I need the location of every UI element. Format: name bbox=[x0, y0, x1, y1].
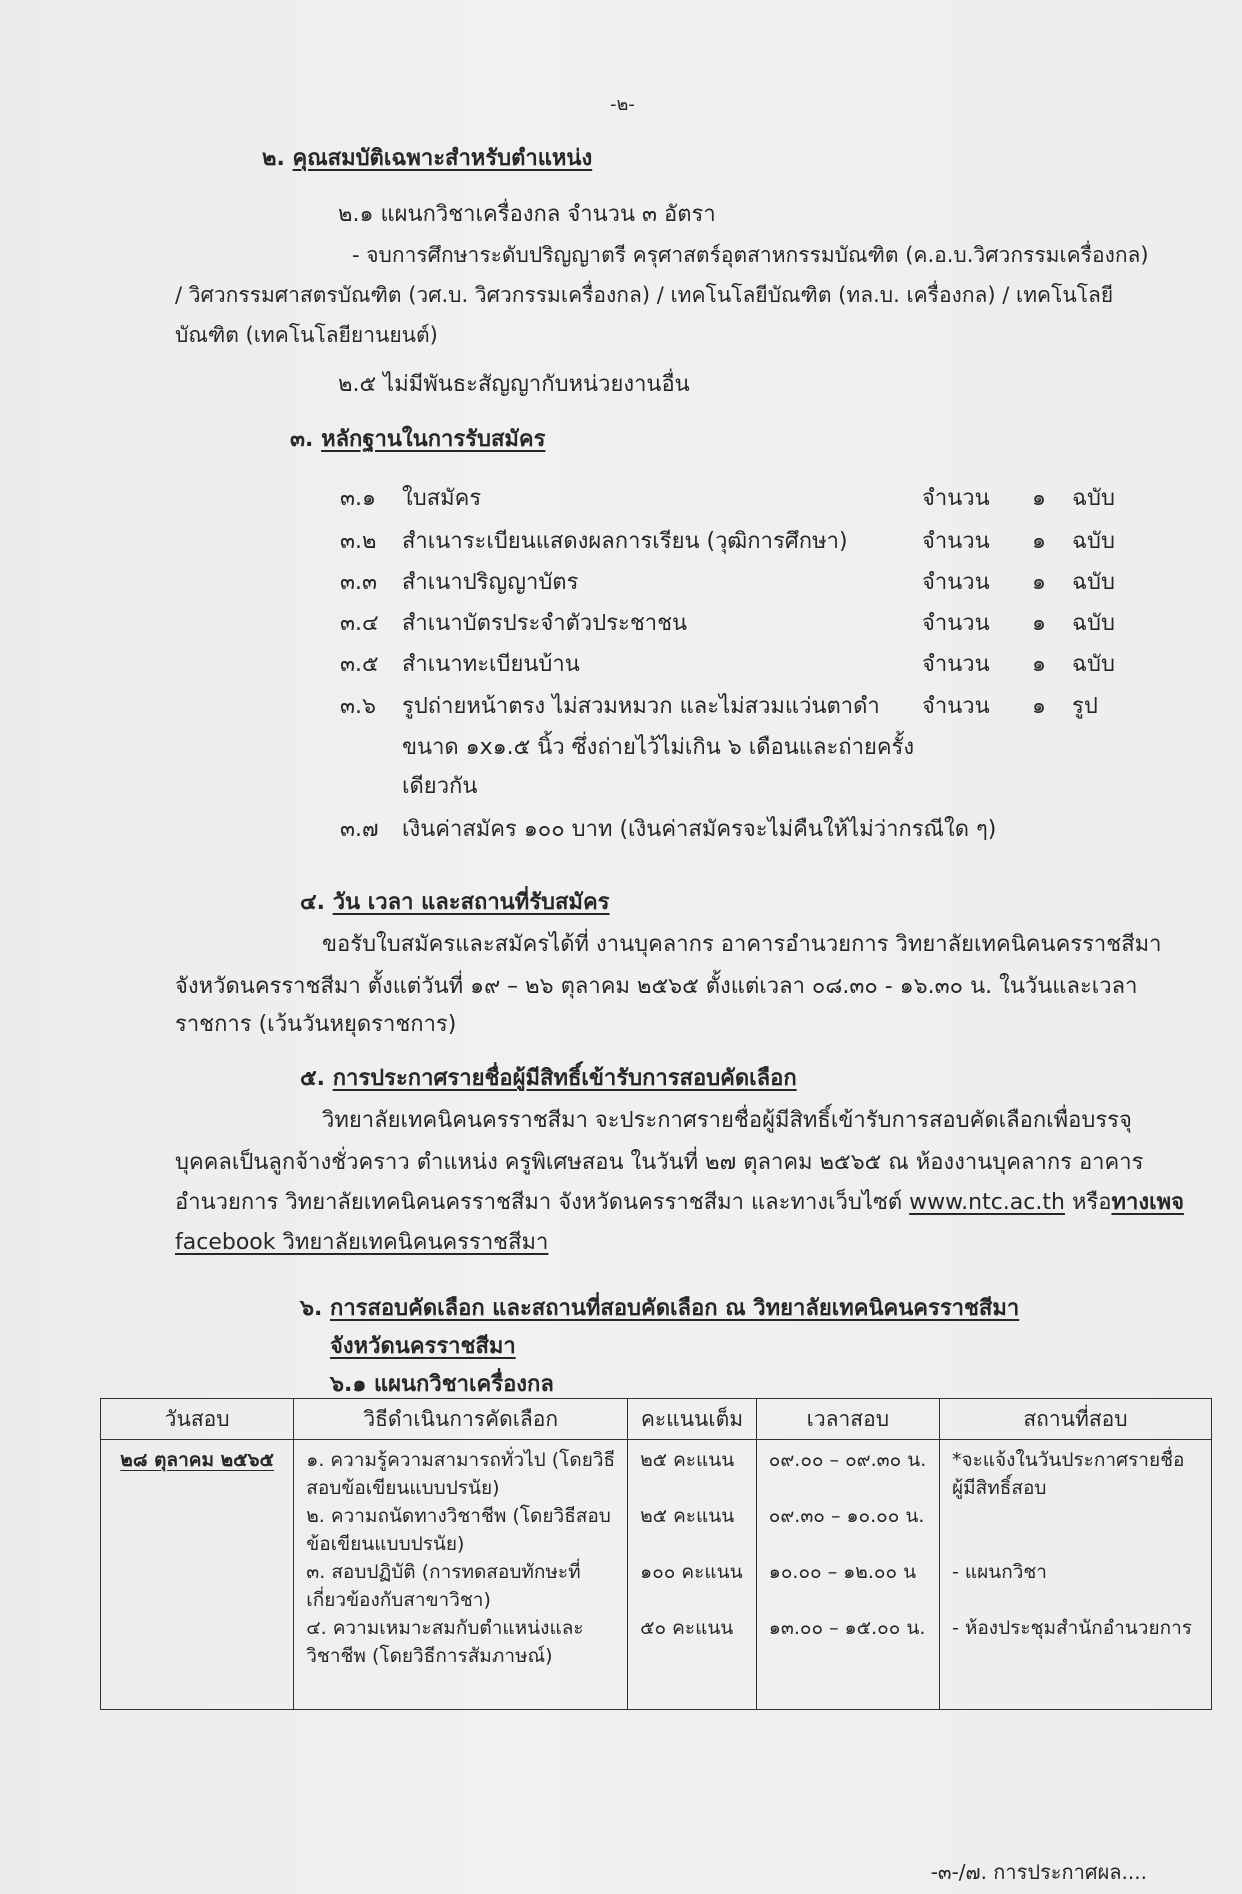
section-6-1-heading: ๖.๑ แผนกวิชาเครื่องกล bbox=[330, 1372, 554, 1397]
section-5-line-2: บุคคลเป็นลูกจ้างชั่วคราว ตำแหน่ง ครูพิเศษสอน ในวันที่ ๒๗ ตุลาคม ๒๕๖๕ ณ ห้องงานบุคลากร อาคาร bbox=[175, 1150, 1144, 1175]
score-cell: ๒๕ คะแนน ๒๕ คะแนน ๑๐๐ คะแนน ๕๐ คะแนน bbox=[628, 1440, 757, 1710]
section-3-heading: ๓. หลักฐานในการรับสมัคร bbox=[290, 427, 546, 452]
column-header: วันสอบ bbox=[101, 1399, 294, 1440]
list-item-qty-label: จำนวน bbox=[922, 570, 990, 595]
time-cell: ๐๙.๐๐ – ๐๙.๓๐ น. ๐๙.๓๐ – ๑๐.๐๐ น. ๑๐.๐๐ – ๑๒.๐๐ น ๑๓.๐๐ – ๑๕.๐๐ น. bbox=[756, 1440, 939, 1710]
section-4-line-1: ขอรับใบสมัครและสมัครได้ที่ งานบุคลากร อาคารอำนวยการ วิทยาลัยเทคนิคนครราชสีมา bbox=[322, 932, 1162, 957]
continuation-note: -๓-/๗. การประกาศผล.... bbox=[930, 1860, 1147, 1884]
section-5-line-1: วิทยาลัยเทคนิคนครราชสีมา จะประกาศรายชื่อผู้มีสิทธิ์เข้ารับการสอบคัดเลือกเพื่อบรรจุ bbox=[322, 1108, 1132, 1133]
list-item-num: ๓.๗ bbox=[340, 817, 379, 842]
list-item-text: ขนาด ๑x๑.๕ นิ้ว ซึ่งถ่ายไว้ไม่เกิน ๖ เดือนและถ่ายครั้ง bbox=[402, 735, 915, 760]
qualification-line-2: / วิศวกรรมศาสตรบัณฑิต (วศ.บ. วิศวกรรมเครื่องกล) / เทคโนโลยีบัณฑิต (ทล.บ. เครื่องกล) / เทคโนโลยี bbox=[175, 283, 1114, 307]
list-item-qty-label: จำนวน bbox=[922, 694, 990, 719]
qualification-line-1: - จบการศึกษาระดับปริญญาตรี ครุศาสตร์อุตสาหกรรมบัณฑิต (ค.อ.บ.วิศวกรรมเครื่องกล) bbox=[352, 243, 1149, 267]
section-4-line-2: จังหวัดนครราชสีมา ตั้งแต่วันที่ ๑๙ – ๒๖ ตุลาคม ๒๕๖๕ ตั้งแต่เวลา ๐๘.๓๐ - ๑๖.๓๐ น. ในวันและเวลา bbox=[175, 974, 1138, 999]
section-2-1-heading: ๒.๑ แผนกวิชาเครื่องกล จำนวน ๓ อัตรา bbox=[338, 202, 716, 227]
facebook-link[interactable]: facebook วิทยาลัยเทคนิคนครราชสีมา bbox=[175, 1230, 549, 1255]
list-item-num: ๓.๑ bbox=[340, 486, 376, 511]
list-item-qty: ๑ bbox=[1032, 486, 1046, 511]
location-cell: *จะแจ้งในวันประกาศรายชื่อ ผู้มีสิทธิ์สอบ - แผนกวิชา - ห้องประชุมสำนักอำนวยการ bbox=[939, 1440, 1211, 1710]
qualification-line-3: บัณฑิต (เทคโนโลยียานยนต์) bbox=[175, 323, 438, 347]
list-item-qty-label: จำนวน bbox=[922, 652, 990, 677]
list-item-text: สำเนาปริญญาบัตร bbox=[402, 570, 579, 595]
column-header: สถานที่สอบ bbox=[939, 1399, 1211, 1440]
section-4-heading: ๔. วัน เวลา และสถานที่รับสมัคร bbox=[300, 890, 610, 915]
list-item-num: ๓.๒ bbox=[340, 529, 377, 554]
list-item-unit: ฉบับ bbox=[1072, 529, 1115, 554]
list-item-qty: ๑ bbox=[1032, 652, 1046, 677]
list-item-qty: ๑ bbox=[1032, 694, 1046, 719]
list-item-num: ๓.๔ bbox=[340, 611, 379, 636]
column-header: วิธีดำเนินการคัดเลือก bbox=[294, 1399, 628, 1440]
section-5-heading: ๕. การประกาศรายชื่อผู้มีสิทธิ์เข้ารับการสอบคัดเลือก bbox=[300, 1066, 797, 1091]
table-header-row bbox=[101, 1399, 1212, 1440]
list-item-num: ๓.๓ bbox=[340, 570, 378, 595]
table-row bbox=[101, 1440, 1212, 1710]
section-4-line-3: ราชการ (เว้นวันหยุดราชการ) bbox=[175, 1012, 457, 1037]
list-item-text: ใบสมัคร bbox=[402, 486, 482, 511]
page-number: -๒- bbox=[610, 94, 635, 115]
list-item-unit: ฉบับ bbox=[1072, 486, 1115, 511]
list-item-qty-label: จำนวน bbox=[922, 529, 990, 554]
section-5-line-3: อำนวยการ วิทยาลัยเทคนิคนครราชสีมา จังหวัดนครราชสีมา และทางเว็บไซต์ www.ntc.ac.th หรือทางเพจ bbox=[175, 1190, 1184, 1215]
column-header: คะแนนเต็ม bbox=[628, 1399, 757, 1440]
section-6-heading: ๖. การสอบคัดเลือก และสถานที่สอบคัดเลือก ณ วิทยาลัยเทคนิคนครราชสีมา bbox=[300, 1296, 1020, 1321]
method-cell: ๑. ความรู้ความสามารถทั่วไป (โดยวิธี สอบข้อเขียนแบบปรนัย) ๒. ความถนัดทางวิชาชีพ (โดยวิธีสอบ ข้อเขียนแบบปรนัย) ๓. สอบปฏิบัติ (การทดสอบทักษะที่ เกี่ยวข้องกับสาขาวิชา) ๔. ความเหมาะสมกับตำแหน่งและ วิชาชีพ (โดยวิธีการสัมภาษณ์) bbox=[294, 1440, 628, 1710]
list-item-qty: ๑ bbox=[1032, 529, 1046, 554]
exam-date-cell: ๒๘ ตุลาคม ๒๕๖๕ bbox=[101, 1440, 294, 1710]
exam-schedule-table bbox=[100, 1398, 1212, 1710]
list-item-qty: ๑ bbox=[1032, 570, 1046, 595]
list-item-qty-label: จำนวน bbox=[922, 486, 990, 511]
section-2-heading: ๒. คุณสมบัติเฉพาะสำหรับตำแหน่ง bbox=[262, 146, 593, 171]
list-item-qty-label: จำนวน bbox=[922, 611, 990, 636]
column-header: เวลาสอบ bbox=[756, 1399, 939, 1440]
section-6-heading-line-2: จังหวัดนครราชสีมา bbox=[330, 1334, 516, 1359]
list-item-unit: ฉบับ bbox=[1072, 611, 1115, 636]
list-item-unit: ฉบับ bbox=[1072, 652, 1115, 677]
section-2-5-text: ๒.๕ ไม่มีพันธะสัญญากับหน่วยงานอื่น bbox=[338, 372, 690, 397]
list-item-text: สำเนาบัตรประจำตัวประชาชน bbox=[402, 611, 688, 636]
list-item-unit: รูป bbox=[1072, 694, 1098, 719]
list-item-text: สำเนาระเบียนแสดงผลการเรียน (วุฒิการศึกษา) bbox=[402, 529, 848, 554]
list-item-num: ๓.๕ bbox=[340, 652, 379, 677]
list-item-unit: ฉบับ bbox=[1072, 570, 1115, 595]
list-item-text: เดียวกัน bbox=[402, 774, 478, 799]
list-item-text: สำเนาทะเบียนบ้าน bbox=[402, 652, 580, 677]
list-item-text: เงินค่าสมัคร ๑๐๐ บาท (เงินค่าสมัครจะไม่คืนให้ไม่ว่ากรณีใด ๆ) bbox=[402, 817, 997, 842]
list-item-num: ๓.๖ bbox=[340, 694, 376, 719]
list-item-text: รูปถ่ายหน้าตรง ไม่สวมหมวก และไม่สวมแว่นตาดำ bbox=[402, 694, 880, 719]
list-item-qty: ๑ bbox=[1032, 611, 1046, 636]
website-link[interactable]: www.ntc.ac.th bbox=[909, 1190, 1065, 1215]
